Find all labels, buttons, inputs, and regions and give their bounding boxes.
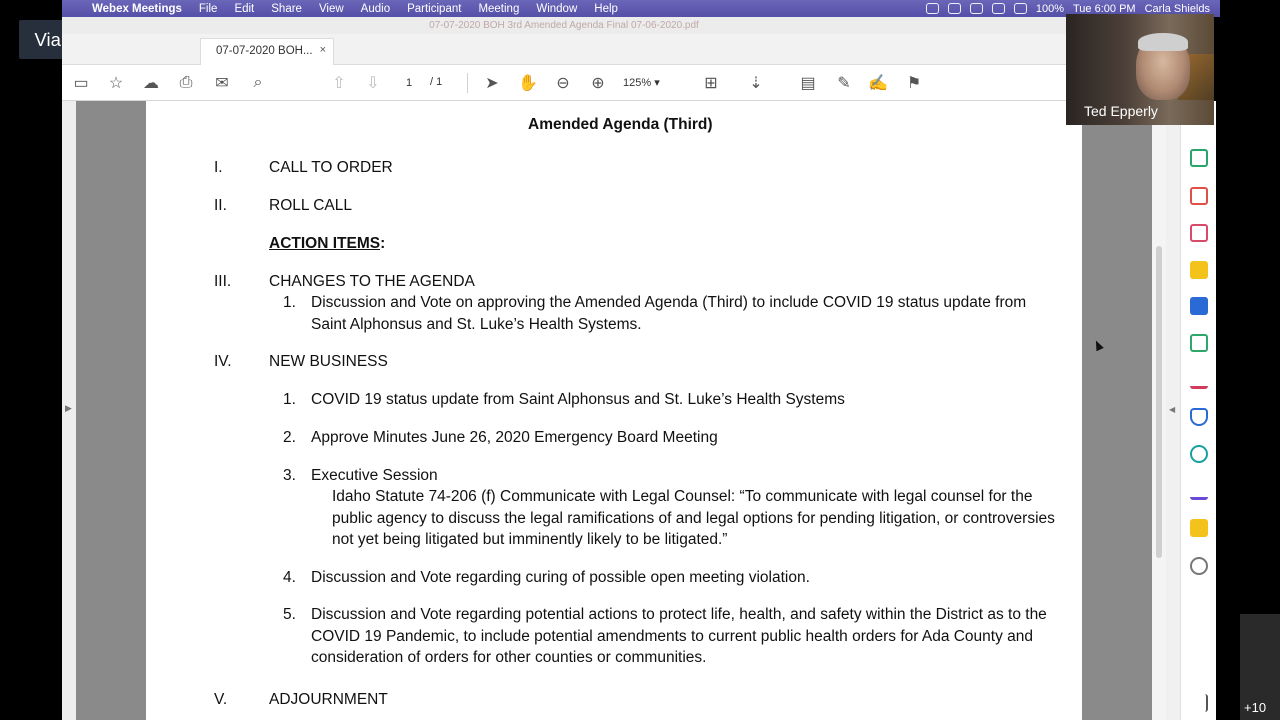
draw-icon[interactable]: ✍ bbox=[868, 75, 888, 92]
badge-via: Via bbox=[34, 28, 61, 50]
export-pdf-icon[interactable] bbox=[1190, 187, 1208, 205]
acrobat-toolbar bbox=[62, 65, 1066, 101]
item-text: Discussion and Vote regarding curing of possible open meeting violation. bbox=[311, 569, 810, 586]
item-number: 1. bbox=[283, 391, 296, 408]
menu-help[interactable]: Help bbox=[594, 2, 618, 15]
collapse-pane-arrow-icon[interactable] bbox=[1190, 694, 1208, 712]
sign-icon[interactable] bbox=[1190, 482, 1208, 500]
item-number: 4. bbox=[283, 569, 296, 586]
save-icon[interactable]: ▭ bbox=[73, 75, 89, 92]
zoom-out-icon[interactable]: ⊖ bbox=[556, 75, 570, 92]
item-text: consideration of orders for other counties or communities. bbox=[311, 649, 707, 666]
statute-text: not yet being litigated but imminently likely to be litigated.” bbox=[332, 531, 728, 548]
agenda-title: Amended Agenda (Third) bbox=[528, 116, 713, 133]
status-icon[interactable] bbox=[926, 3, 939, 14]
battery-percent: 100% bbox=[1035, 2, 1064, 15]
previous-page-icon[interactable]: ⇧ bbox=[332, 75, 346, 92]
page-number-input[interactable]: 1 bbox=[405, 77, 413, 89]
scrollbar-thumb[interactable] bbox=[1156, 246, 1162, 558]
section-label: ADJOURNMENT bbox=[269, 691, 388, 708]
item-text: COVID 19 status update from Saint Alphonsus and St. Luke’s Health Systems bbox=[311, 391, 845, 408]
tab-label: 07-07-2020 BOH... bbox=[216, 45, 313, 57]
highlight-pen-icon[interactable]: ✎ bbox=[837, 75, 851, 92]
action-items-colon: : bbox=[380, 235, 386, 252]
menubar-clock[interactable]: Tue 6:00 PM bbox=[1073, 2, 1136, 15]
status-icon[interactable] bbox=[948, 3, 961, 14]
section-number: I. bbox=[214, 159, 223, 176]
comment-tool-icon[interactable] bbox=[1190, 261, 1208, 279]
item-number: 1. bbox=[283, 294, 296, 311]
page-total: / 1 bbox=[430, 76, 443, 88]
item-number: 2. bbox=[283, 429, 296, 446]
menu-edit[interactable]: Edit bbox=[234, 2, 255, 15]
next-page-icon[interactable]: ⇩ bbox=[366, 75, 380, 92]
edit-pdf-icon[interactable] bbox=[1190, 334, 1208, 352]
action-items-label: ACTION ITEMS bbox=[269, 235, 381, 252]
item-text: Executive Session bbox=[311, 467, 438, 484]
menu-participant[interactable]: Participant bbox=[407, 2, 462, 15]
item-text: Saint Alphonsus and St. Luke’s Health Systems. bbox=[311, 316, 642, 333]
participant-video[interactable] bbox=[1066, 14, 1214, 125]
section-label: CHANGES TO THE AGENDA bbox=[269, 273, 475, 290]
participant-name: Ted Epperly bbox=[1084, 103, 1158, 119]
menu-meeting[interactable]: Meeting bbox=[478, 2, 520, 15]
stamp-icon[interactable]: ⚑ bbox=[906, 75, 922, 92]
scroll-mode-icon[interactable]: ⇣ bbox=[749, 75, 763, 92]
hand-tool-icon[interactable]: ✋ bbox=[518, 75, 538, 92]
more-participants-count: +10 bbox=[1244, 700, 1267, 715]
menu-share[interactable]: Share bbox=[271, 2, 302, 15]
zoom-level-select[interactable]: 125% ▾ bbox=[623, 77, 660, 89]
print-icon[interactable]: ⎙ bbox=[179, 74, 193, 91]
section-number: III. bbox=[214, 273, 232, 290]
close-tab-icon[interactable]: × bbox=[319, 44, 326, 56]
volume-icon[interactable] bbox=[1014, 3, 1027, 14]
email-icon[interactable]: ✉ bbox=[215, 75, 229, 92]
document-tab[interactable] bbox=[200, 38, 334, 65]
tab-bar bbox=[62, 34, 1066, 65]
section-number: IV. bbox=[214, 353, 232, 370]
collapse-tools-pane-icon[interactable]: ◀ bbox=[1169, 405, 1176, 414]
combine-files-icon[interactable] bbox=[1190, 297, 1208, 315]
window-title: 07-07-2020 BOH 3rd Amended Agenda Final 07-06-2020.pdf bbox=[62, 17, 1066, 34]
toolbar-divider bbox=[467, 73, 468, 93]
menubar-user[interactable]: Carla Shields bbox=[1144, 2, 1210, 15]
search-icon[interactable]: ⌕ bbox=[253, 74, 263, 91]
menu-file[interactable]: File bbox=[198, 2, 218, 15]
tools-pane bbox=[1180, 101, 1216, 720]
create-pdf-icon[interactable] bbox=[1190, 149, 1208, 167]
zoom-value: 125% bbox=[623, 77, 652, 89]
zoom-in-icon[interactable]: ⊕ bbox=[591, 75, 605, 92]
mac-menubar bbox=[62, 0, 1220, 17]
menu-window[interactable]: Window bbox=[536, 2, 578, 15]
participant-hair bbox=[1138, 33, 1188, 51]
item-text: COVID 19 Pandemic, to include potential amendments to current public health orders for Ada County and bbox=[311, 628, 1034, 645]
action-items-heading bbox=[269, 233, 385, 255]
statute-text: public agency to discuss the legal ramifications of and legal options for pending litigation, or controversies bbox=[332, 510, 1055, 527]
section-label: ROLL CALL bbox=[269, 197, 352, 214]
item-text: Discussion and Vote on approving the Amended Agenda (Third) to include COVID 19 status update from bbox=[311, 294, 1027, 311]
vertical-scrollbar[interactable] bbox=[1152, 101, 1166, 720]
item-number: 5. bbox=[283, 606, 296, 623]
upload-cloud-icon[interactable]: ☁ bbox=[143, 75, 159, 92]
section-number: V. bbox=[214, 691, 228, 708]
pdf-page[interactable] bbox=[146, 101, 1082, 720]
fill-sign-icon[interactable] bbox=[1190, 371, 1208, 389]
forms-icon[interactable] bbox=[1190, 519, 1208, 537]
protect-icon[interactable] bbox=[1190, 408, 1208, 426]
more-tools-icon[interactable] bbox=[1190, 557, 1208, 575]
section-label: NEW BUSINESS bbox=[269, 353, 388, 370]
statute-text: Idaho Statute 74-206 (f) Communicate with Legal Counsel: “To communicate with legal counsel for the bbox=[332, 488, 1033, 505]
bookmark-star-icon[interactable]: ☆ bbox=[108, 75, 124, 92]
wifi-icon[interactable] bbox=[992, 3, 1005, 14]
fit-page-icon[interactable]: ⊞ bbox=[704, 75, 718, 92]
item-number: 3. bbox=[283, 467, 296, 484]
section-label: CALL TO ORDER bbox=[269, 159, 393, 176]
status-icon[interactable] bbox=[970, 3, 983, 14]
menu-audio[interactable]: Audio bbox=[360, 2, 391, 15]
optimize-icon[interactable] bbox=[1190, 445, 1208, 463]
item-text: Approve Minutes June 26, 2020 Emergency Board Meeting bbox=[311, 429, 718, 446]
more-participants-tile[interactable] bbox=[1240, 614, 1280, 720]
menu-app-name[interactable]: Webex Meetings bbox=[92, 2, 182, 15]
item-text: Discussion and Vote regarding potential actions to protect life, health, and safety within the District as to the bbox=[311, 606, 1047, 623]
select-cursor-icon[interactable]: ➤ bbox=[485, 75, 499, 92]
menu-view[interactable]: View bbox=[318, 2, 344, 15]
expand-left-pane-icon[interactable]: ▶ bbox=[65, 403, 72, 413]
section-number: II. bbox=[214, 197, 227, 214]
comment-icon[interactable]: ▤ bbox=[800, 75, 816, 92]
organize-pages-icon[interactable] bbox=[1190, 224, 1208, 242]
